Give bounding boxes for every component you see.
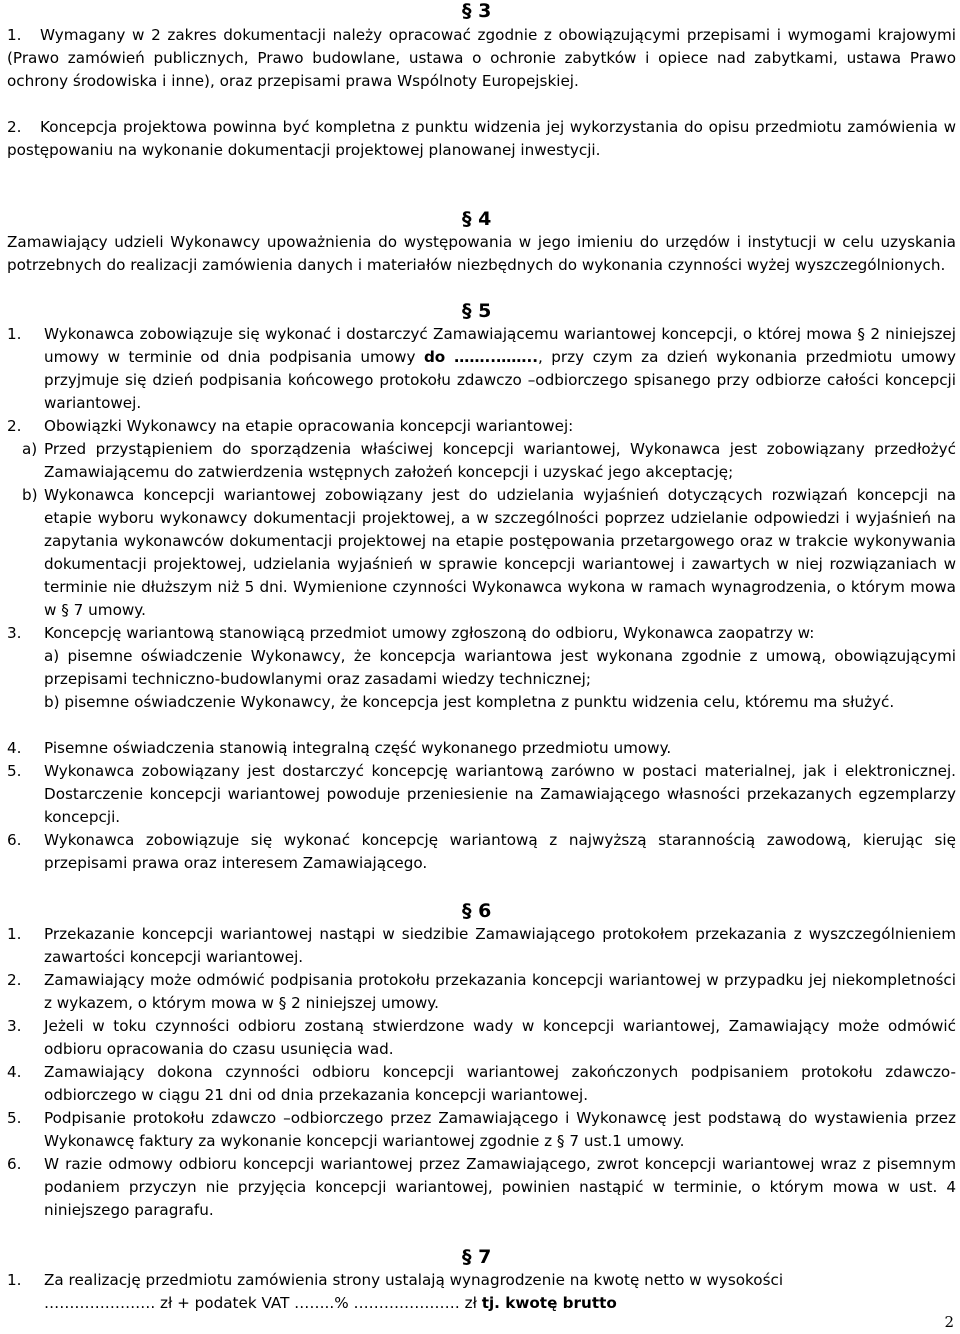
s5-item-1-text: Wykonawca zobowiązuje się wykonać i dostarczyć Zamawiającemu wariantowej koncepcji, o której mowa § 2 niniejszej umowy w terminie od dnia podpisania umowy do ……..…….., przy czym za dzień wykonania przedmiotu umowy przyjmuje się dzień podpisania końcowego protokołu zdawczo –odbiorczego spisanego przy odbiorze całości koncepcji wariantowej. bbox=[44, 325, 957, 412]
s6-item-6-text: W razie odmowy odbioru koncepcji wariantowej przez Zamawiającego, zwrot koncepcji wariantowej wraz z pisemnym podaniem przyczyn nie przyjęcia koncepcji wariantowej, powinien nastąpić w terminie, o którym mowa w ust. 4 niniejszego paragrafu. bbox=[44, 1155, 956, 1219]
s5-item-3-number: 3. bbox=[7, 624, 22, 642]
s6-item-2-number: 2. bbox=[7, 971, 22, 989]
s5-item-6-text: Wykonawca zobowiązuje się wykonać koncepcję wariantową z najwyższą starannością zawodową, kierując się przepisami prawa oraz interesem Zamawiającego. bbox=[44, 831, 956, 872]
s3-item-2-number: 2. bbox=[7, 118, 22, 136]
s5-item-6-number: 6. bbox=[7, 831, 22, 849]
section-3-heading: § 3 bbox=[462, 0, 492, 22]
s5-item-2a-text: Przed przystąpieniem do sporządzenia właściwej koncepcji wariantowej, Wykonawca jest zobowiązany przedłożyć Zamawiającemu do zatwierdzenia wstępnych założeń koncepcji i uzyskać jego akceptację; bbox=[44, 440, 956, 481]
s5-item-3b-text: b) pisemne oświadczenie Wykonawcy, że koncepcja jest kompletna z punktu widzenia celu, któremu ma służyć. bbox=[44, 693, 895, 711]
s7-item-1-text: Za realizację przedmiotu zamówienia strony ustalają wynagrodzenie na kwotę netto w wysokości bbox=[44, 1271, 784, 1289]
s6-item-5-text: Podpisanie protokołu zdawczo –odbiorczego przez Zamawiającego i Wykonawcę jest podstawą do wystawienia przez Wykonawcę faktury za wykonanie koncepcji wariantowej zgodnie z § 7 ust.1 umowy. bbox=[44, 1109, 956, 1150]
section-4-heading: § 4 bbox=[462, 208, 492, 230]
s7-item-1-number: 1. bbox=[7, 1271, 22, 1289]
s6-item-1-number: 1. bbox=[7, 925, 22, 943]
s5-item-2b-letter: b) bbox=[22, 486, 38, 504]
s5-item-4-number: 4. bbox=[7, 739, 22, 757]
s6-item-3-text: Jeżeli w toku czynności odbioru zostaną stwierdzone wady w koncepcji wariantowej, Zamawiający może odmówić odbioru opracowania do czasu usunięcia wad. bbox=[44, 1017, 956, 1058]
s3-item-2-text: Koncepcja projektowa powinna być kompletna z punktu widzenia jej wykorzystania do opisu przedmiotu zamówienia w postępowaniu na wykonanie dokumentacji projektowej planowanej inwestycji. bbox=[7, 118, 956, 159]
s5-item-2b-text: Wykonawca koncepcji wariantowej zobowiązany jest do udzielania wyjaśnień dotyczących rozwiązań koncepcji na etapie wyboru wykonawcy dokumentacji projektowej, a w szczególności poprzez udzielanie odpowiedzi i wyjaśnień na zapytania wykonawców dokumentacji projektowej na etapie postępowania przetargowego oraz w trakcie wykonywania dokumentacji projektowej, udzielania wyjaśnień w sprawie koncepcji wariantowej i zawartych w niej rozwiązaniach w terminie nie dłuższym niż 5 dni. Wymienione czynności Wykonawca wykona w ramach wynagrodzenia, o którym mowa w § 7 umowy. bbox=[44, 486, 956, 619]
s5-item-5-number: 5. bbox=[7, 762, 22, 780]
s6-item-2-text: Zamawiający może odmówić podpisania protokołu przekazania koncepcji wariantowej w przypadku jej niekompletności z wykazem, o którym mowa w § 2 niniejszej umowy. bbox=[44, 971, 956, 1012]
s5-item-3a-text: a) pisemne oświadczenie Wykonawcy, że koncepcja wariantowa jest wykonana zgodnie z umową, obowiązującymi przepisami techniczno-budowlanymi oraz zasadami wiedzy technicznej; bbox=[44, 647, 956, 688]
s6-item-1-text: Przekazanie koncepcji wariantowej nastąpi w siedzibie Zamawiającego protokołem przekazania z wyszczególnieniem zawartości koncepcji wariantowej. bbox=[44, 925, 956, 966]
s5-item-3-text: Koncepcję wariantową stanowiącą przedmiot umowy zgłoszoną do odbioru, Wykonawca zaopatrzy w: bbox=[44, 624, 815, 642]
s5-item-5-text: Wykonawca zobowiązany jest dostarczyć koncepcję wariantową zarówno w postaci materialnej, jak i elektronicznej. Dostarczenie koncepcji wariantowej powoduje przeniesienie na Zamawiającego własności przekazanych egzemplarzy koncepcji. bbox=[44, 762, 956, 826]
s5-item-2-number: 2. bbox=[7, 417, 22, 435]
s7-amount-line: …………………. zł + podatek VAT ……..% ………………… zł tj. kwotę brutto bbox=[44, 1294, 617, 1312]
s3-item-1-number: 1. bbox=[7, 26, 22, 44]
s4-text: Zamawiający udzieli Wykonawcy upoważnienia do występowania w jego imieniu do urzędów i instytucji w celu uzyskania potrzebnych do realizacji zamówienia danych i materiałów niezbędnych do wykonania czynności wyżej wyszczególnionych. bbox=[7, 233, 956, 274]
s6-item-4-number: 4. bbox=[7, 1063, 22, 1081]
s6-item-5-number: 5. bbox=[7, 1109, 22, 1127]
s6-item-3-number: 3. bbox=[7, 1017, 22, 1035]
s3-item-1-text: Wymagany w 2 zakres dokumentacji należy opracować zgodnie z obowiązującymi przepisami i wymogami krajowymi (Prawo zamówień publicznych, Prawo budowlane, ustawa o ochronie zabytków i opiece nad zabytkami, ustawa Prawo ochrony środowiska i inne), oraz przepisami prawa Wspólnoty Europejskiej. bbox=[7, 26, 956, 90]
s6-item-4-text: Zamawiający dokona czynności odbioru koncepcji wariantowej zakończonych podpisaniem protokołu zdawczo-odbiorczego w ciągu 21 dni od dnia przekazania koncepcji wariantowej. bbox=[44, 1063, 956, 1104]
section-7-heading: § 7 bbox=[462, 1246, 492, 1268]
page-number: 2 bbox=[944, 1313, 954, 1331]
s6-item-6-number: 6. bbox=[7, 1155, 22, 1173]
s5-item-2a-letter: a) bbox=[22, 440, 38, 458]
section-6-heading: § 6 bbox=[462, 900, 492, 922]
s5-item-4-text: Pisemne oświadczenia stanowią integralną część wykonanego przedmiotu umowy. bbox=[44, 739, 672, 757]
section-5-heading: § 5 bbox=[462, 300, 492, 322]
s5-item-2-text: Obowiązki Wykonawcy na etapie opracowania koncepcji wariantowej: bbox=[44, 417, 574, 435]
s5-item-1-number: 1. bbox=[7, 325, 22, 343]
